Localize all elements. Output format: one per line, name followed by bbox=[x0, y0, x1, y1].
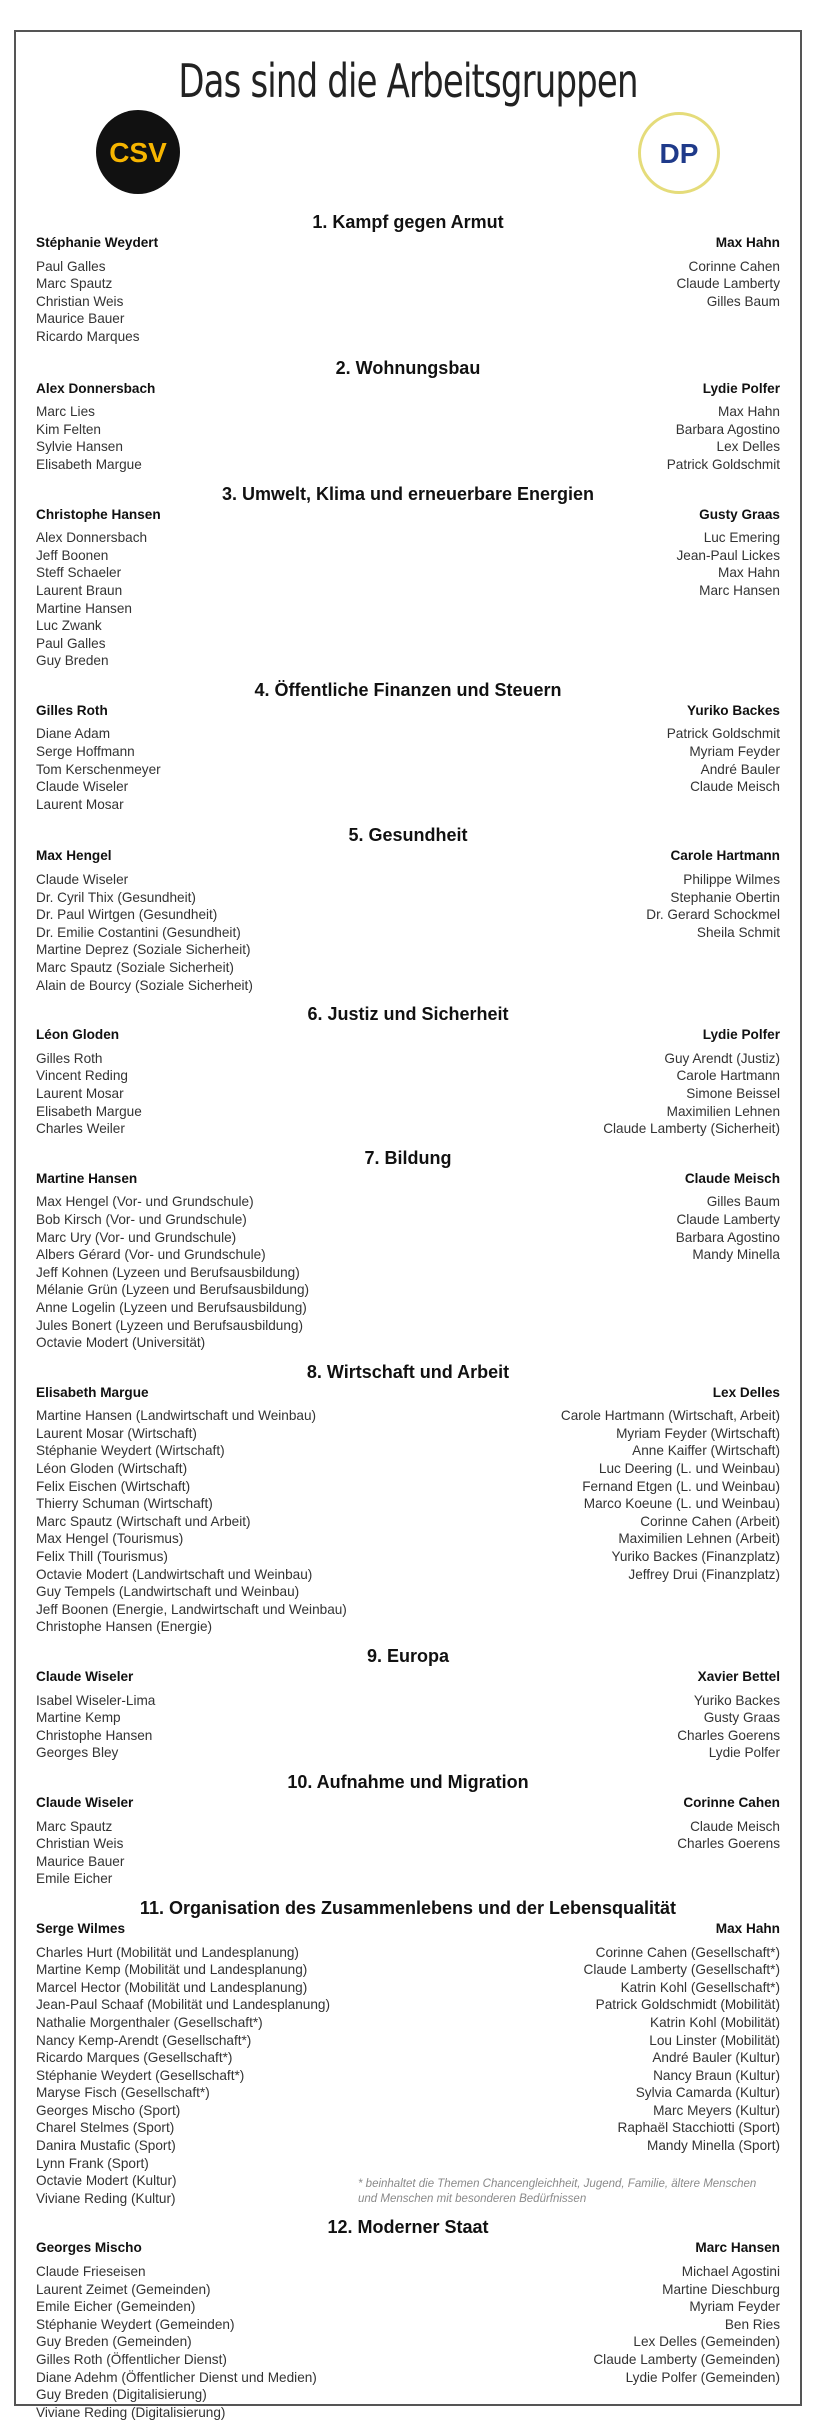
member-name: Sylvia Camarda (Kultur) bbox=[635, 2085, 780, 2101]
member-name: Paul Galles bbox=[36, 635, 106, 651]
member-name: Laurent Mosar (Wirtschaft) bbox=[36, 1425, 197, 1441]
right-group-leader: Gusty Graas bbox=[699, 506, 780, 522]
csv-logo-text: CSV bbox=[109, 137, 167, 168]
member-name: Mélanie Grün (Lyzeen und Berufsausbildung) bbox=[36, 1282, 310, 1298]
right-column bbox=[667, 380, 780, 474]
left-group-leader: Max Hengel bbox=[36, 848, 112, 864]
member-name: Mandy Minella (Sport) bbox=[647, 2138, 780, 2154]
member-name: Léon Gloden (Wirtschaft) bbox=[36, 1461, 188, 1477]
section-4 bbox=[36, 678, 780, 814]
left-column bbox=[36, 1794, 133, 1888]
left-column bbox=[36, 2239, 317, 2421]
section-8 bbox=[36, 1360, 780, 1636]
csv-logo-graphic bbox=[96, 110, 180, 194]
member-name: Martine Deprez (Soziale Sicherheit) bbox=[36, 942, 251, 958]
member-name: Jeff Boonen bbox=[36, 547, 109, 563]
member-name: Myriam Feyder bbox=[689, 744, 780, 760]
right-column bbox=[667, 702, 780, 814]
member-name: Yuriko Backes bbox=[693, 1692, 780, 1708]
section-7 bbox=[36, 1146, 780, 1352]
member-name: Sylvie Hansen bbox=[36, 439, 123, 455]
member-name: Lex Delles (Gemeinden) bbox=[633, 2334, 780, 2350]
dp-logo-text: DP bbox=[659, 138, 699, 169]
member-name: Steff Schaeler bbox=[36, 565, 122, 581]
member-name: Patrick Goldschmit bbox=[666, 726, 780, 742]
right-column bbox=[676, 1170, 780, 1352]
member-name: André Bauler (Kultur) bbox=[652, 2050, 780, 2066]
section-title: 4. Öffentliche Finanzen und Steuern bbox=[254, 679, 562, 700]
right-column bbox=[677, 1794, 780, 1888]
member-name: Simone Beissel bbox=[686, 1085, 780, 1101]
member-name: Gilles Baum bbox=[706, 293, 780, 309]
member-name: Guy Arendt (Justiz) bbox=[664, 1050, 780, 1066]
member-name: Corinne Cahen bbox=[688, 258, 780, 274]
member-name: Danira Mustafic (Sport) bbox=[36, 2138, 176, 2154]
right-column bbox=[603, 1026, 780, 1138]
member-name: Guy Tempels (Landwirtschaft und Weinbau) bbox=[36, 1584, 300, 1600]
right-group-leader: Max Hahn bbox=[715, 235, 780, 250]
member-name: Anne Kaiffer (Wirtschaft) bbox=[632, 1443, 780, 1459]
section-1 bbox=[36, 210, 780, 346]
section-title: 11. Organisation des Zusammenlebens und der Lebensqualität bbox=[139, 1897, 677, 1918]
member-name: Corinne Cahen (Arbeit) bbox=[640, 1513, 780, 1529]
member-name: Patrick Goldschmidt (Mobilität) bbox=[595, 1997, 780, 2013]
member-name: Christophe Hansen bbox=[36, 1727, 153, 1743]
right-column bbox=[584, 1920, 780, 2208]
member-name: Ben Ries bbox=[724, 2316, 780, 2332]
left-group-leader: Claude Wiseler bbox=[36, 1669, 134, 1684]
section-columns bbox=[36, 847, 780, 994]
section-title: 8. Wirtschaft und Arbeit bbox=[306, 1361, 510, 1382]
right-group-leader: Max Hahn bbox=[715, 1920, 780, 1936]
section-6 bbox=[36, 1002, 780, 1138]
member-name: Luc Deering (L. und Weinbau) bbox=[598, 1461, 780, 1477]
member-name: André Bauler bbox=[700, 761, 780, 777]
member-name: Max Hahn bbox=[718, 565, 780, 581]
right-column bbox=[676, 234, 780, 346]
member-name: Carole Hartmann (Wirtschaft, Arbeit) bbox=[560, 1408, 780, 1424]
member-name: Kim Felten bbox=[36, 421, 101, 437]
member-name: Octavie Modert (Universität) bbox=[36, 1335, 206, 1351]
left-column bbox=[36, 380, 155, 474]
member-name: Christian Weis bbox=[36, 1836, 124, 1852]
section-columns bbox=[36, 702, 780, 814]
member-name: Serge Hoffmann bbox=[36, 744, 135, 760]
section-columns bbox=[36, 234, 780, 346]
left-group-leader: Alex Donnersbach bbox=[36, 380, 156, 396]
section-columns bbox=[36, 1170, 780, 1352]
section-12 bbox=[36, 2215, 780, 2421]
member-name: Gusty Graas bbox=[703, 1710, 780, 1726]
left-group-leader: Claude Wiseler bbox=[36, 1794, 134, 1810]
member-name: Luc Emering bbox=[703, 530, 780, 546]
right-column bbox=[646, 847, 780, 994]
member-name: Vincent Reding bbox=[36, 1068, 128, 1084]
member-name: Maximilien Lehnen bbox=[666, 1103, 780, 1119]
right-group-leader: Claude Meisch bbox=[684, 1170, 780, 1186]
right-column bbox=[677, 1668, 780, 1762]
member-name: Christophe Hansen (Energie) bbox=[36, 1619, 213, 1635]
member-name: Dr. Cyril Thix (Gesundheit) bbox=[36, 889, 196, 905]
member-name: Jeff Boonen (Energie, Landwirtschaft und Weinbau) bbox=[36, 1601, 347, 1617]
member-name: Max Hahn bbox=[718, 404, 780, 420]
member-name: Claude Wiseler bbox=[36, 779, 129, 795]
left-group-leader: Serge Wilmes bbox=[36, 1920, 126, 1936]
right-group-leader: Marc Hansen bbox=[695, 2240, 780, 2256]
member-name: Sheila Schmit bbox=[696, 924, 780, 940]
member-name: Lou Linster (Mobilität) bbox=[649, 2032, 780, 2048]
member-name: Ricardo Marques bbox=[36, 328, 140, 344]
member-name: Viviane Reding (Kultur) bbox=[36, 2190, 176, 2206]
section-title: 9. Europa bbox=[366, 1646, 450, 1666]
member-name: Lynn Frank (Sport) bbox=[36, 2155, 149, 2171]
left-column bbox=[36, 1668, 155, 1762]
member-name: Claude Wiseler bbox=[36, 872, 129, 888]
working-groups bbox=[36, 210, 780, 2421]
member-name: Stéphanie Weydert (Gesellschaft*) bbox=[36, 2067, 245, 2083]
member-name: Paul Galles bbox=[36, 258, 106, 274]
member-name: Gilles Roth (Öffentlicher Dienst) bbox=[36, 2352, 227, 2367]
member-name: Stéphanie Weydert (Gemeinden) bbox=[36, 2316, 235, 2332]
member-name: Isabel Wiseler-Lima bbox=[36, 1692, 156, 1708]
right-group-leader: Lydie Polfer bbox=[702, 1027, 780, 1043]
member-name: Elisabeth Margue bbox=[36, 1103, 142, 1119]
member-name: Maryse Fisch (Gesellschaft*) bbox=[36, 2085, 210, 2101]
member-name: Corinne Cahen (Gesellschaft*) bbox=[595, 1944, 780, 1960]
member-name: Anne Logelin (Lyzeen und Berufsausbildung) bbox=[36, 1299, 307, 1315]
member-name: Michael Agostini bbox=[681, 2264, 780, 2280]
member-name: Marc Meyers (Kultur) bbox=[653, 2102, 780, 2118]
dp-logo bbox=[638, 112, 720, 194]
right-column bbox=[593, 2239, 780, 2421]
section-5 bbox=[36, 823, 780, 994]
member-name: Martine Dieschburg bbox=[662, 2281, 780, 2297]
section-columns bbox=[36, 380, 780, 474]
left-column bbox=[36, 234, 158, 346]
member-name: Jeff Kohnen (Lyzeen und Berufsausbildung) bbox=[36, 1264, 300, 1280]
section-columns bbox=[36, 2239, 780, 2421]
member-name: Claude Frieseisen bbox=[36, 2264, 146, 2280]
member-name: Diane Adam bbox=[36, 726, 111, 742]
member-name: Barbara Agostino bbox=[675, 421, 780, 437]
section-title: 5. Gesundheit bbox=[348, 825, 468, 846]
member-name: Guy Breden (Digitalisierung) bbox=[36, 2387, 207, 2403]
member-name: Raphaël Stacchiotti (Sport) bbox=[617, 2120, 780, 2136]
member-name: Philippe Wilmes bbox=[683, 872, 780, 888]
member-name: Octavie Modert (Landwirtschaft und Weinbau) bbox=[36, 1566, 313, 1582]
member-name: Katrin Kohl (Mobilität) bbox=[650, 2014, 780, 2030]
member-name: Marcel Hector (Mobilität und Landesplanung) bbox=[36, 1979, 308, 1995]
member-name: Georges Mischo (Sport) bbox=[36, 2102, 181, 2118]
member-name: Martine Hansen bbox=[36, 600, 132, 616]
member-name: Laurent Zeimet (Gemeinden) bbox=[36, 2281, 211, 2297]
section-title: 3. Umwelt, Klima und erneuerbare Energien bbox=[221, 483, 595, 504]
member-name: Alex Donnersbach bbox=[36, 530, 148, 546]
member-name: Patrick Goldschmit bbox=[666, 456, 780, 472]
member-name: Diane Adehm (Öffentlicher Dienst und Medien) bbox=[36, 2369, 317, 2385]
member-name: Martine Kemp bbox=[36, 1710, 121, 1726]
member-name: Barbara Agostino bbox=[675, 1229, 780, 1245]
member-name: Charles Goerens bbox=[677, 1727, 780, 1743]
left-group-leader: Gilles Roth bbox=[36, 702, 108, 718]
section-columns bbox=[36, 1668, 780, 1762]
csv-logo bbox=[96, 110, 180, 194]
member-name: Marc Spautz bbox=[36, 1818, 113, 1834]
member-name: Thierry Schuman (Wirtschaft) bbox=[36, 1496, 213, 1512]
member-name: Marco Koeune (L. und Weinbau) bbox=[583, 1496, 780, 1512]
member-name: Gilles Roth bbox=[36, 1050, 103, 1066]
member-name: Felix Thill (Tourismus) bbox=[36, 1549, 168, 1565]
member-name: Jeffrey Drui (Finanzplatz) bbox=[628, 1566, 780, 1582]
section-2 bbox=[36, 356, 780, 474]
member-name: Fernand Etgen (L. und Weinbau) bbox=[582, 1478, 780, 1494]
member-name: Dr. Paul Wirtgen (Gesundheit) bbox=[36, 907, 218, 923]
member-name: Nancy Kemp-Arendt (Gesellschaft*) bbox=[36, 2032, 252, 2048]
member-name: Maurice Bauer bbox=[36, 1853, 125, 1869]
section-title: 12. Moderner Staat bbox=[327, 2217, 489, 2238]
member-name: Elisabeth Margue bbox=[36, 456, 142, 472]
member-name: Claude Meisch bbox=[690, 1818, 780, 1834]
left-group-leader: Martine Hansen bbox=[36, 1170, 138, 1186]
member-name: Alain de Bourcy (Soziale Sicherheit) bbox=[36, 977, 253, 993]
member-name: Emile Eicher (Gemeinden) bbox=[36, 2299, 196, 2315]
member-name: Christian Weis bbox=[36, 293, 124, 309]
member-name: Laurent Mosar bbox=[36, 796, 124, 812]
member-name: Charles Weiler bbox=[36, 1121, 125, 1137]
section-title: 6. Justiz und Sicherheit bbox=[307, 1004, 509, 1025]
member-name: Charles Goerens bbox=[677, 1836, 780, 1852]
member-name: Marc Spautz (Wirtschaft und Arbeit) bbox=[36, 1513, 251, 1529]
left-group-leader: Georges Mischo bbox=[36, 2240, 142, 2256]
member-name: Charel Stelmes (Sport) bbox=[36, 2120, 175, 2136]
left-column bbox=[36, 702, 161, 814]
member-name: Ricardo Marques (Gesellschaft*) bbox=[36, 2050, 233, 2066]
member-name: Marc Ury (Vor- und Grundschule) bbox=[36, 1229, 237, 1245]
member-name: Laurent Braun bbox=[36, 582, 123, 598]
footnote: * beinhaltet die Themen Chancengleichheit, Jugend, Familie, ältere Menschen und Menschen mit besonderen Bedürfnissen bbox=[358, 2178, 757, 2206]
member-name: Guy Breden (Gemeinden) bbox=[36, 2334, 192, 2350]
member-name: Marc Spautz (Soziale Sicherheit) bbox=[36, 960, 234, 975]
member-name: Claude Lamberty (Gesellschaft*) bbox=[583, 1962, 780, 1978]
member-name: Maurice Bauer bbox=[36, 311, 125, 327]
left-group-leader: Léon Gloden bbox=[36, 1027, 120, 1043]
member-name: Yuriko Backes (Finanzplatz) bbox=[611, 1549, 780, 1565]
member-name: Octavie Modert (Kultur) bbox=[36, 2173, 177, 2189]
member-name: Gilles Baum bbox=[706, 1194, 780, 1210]
member-name: Luc Zwank bbox=[36, 618, 102, 634]
right-group-leader: Carole Hartmann bbox=[670, 848, 780, 864]
member-name: Lydie Polfer bbox=[708, 1745, 780, 1761]
right-group-leader: Lex Delles bbox=[712, 1384, 780, 1400]
member-name: Laurent Mosar bbox=[36, 1085, 124, 1101]
section-columns bbox=[36, 1026, 780, 1138]
section-title: 2. Wohnungsbau bbox=[335, 357, 481, 378]
member-name: Felix Eischen (Wirtschaft) bbox=[36, 1478, 191, 1494]
section-columns bbox=[36, 1384, 780, 1636]
left-column bbox=[36, 506, 161, 670]
member-name: Martine Kemp (Mobilität und Landesplanung) bbox=[36, 1962, 308, 1978]
member-name: Emile Eicher bbox=[36, 1871, 113, 1887]
member-name: Jean-Paul Lickes bbox=[676, 547, 780, 563]
member-name: Tom Kerschenmeyer bbox=[36, 761, 161, 777]
right-group-leader: Corinne Cahen bbox=[683, 1794, 780, 1810]
left-column bbox=[36, 1920, 330, 2208]
member-name: Charles Hurt (Mobilität und Landesplanung) bbox=[36, 1944, 299, 1960]
right-group-leader: Xavier Bettel bbox=[697, 1669, 780, 1684]
section-9 bbox=[36, 1644, 780, 1762]
article-frame bbox=[14, 30, 802, 2420]
member-name: Max Hengel (Tourismus) bbox=[36, 1531, 184, 1547]
member-name: Maximilien Lehnen (Arbeit) bbox=[618, 1531, 780, 1547]
left-column bbox=[36, 847, 253, 994]
member-name: Claude Lamberty bbox=[676, 276, 780, 292]
member-name: Bob Kirsch (Vor- und Grundschule) bbox=[36, 1211, 247, 1227]
section-11 bbox=[36, 1896, 780, 2208]
member-name: Viviane Reding (Digitalisierung) bbox=[36, 2404, 226, 2420]
member-name: Dr. Emilie Costantini (Gesundheit) bbox=[36, 924, 241, 940]
left-group-leader: Stéphanie Weydert bbox=[36, 235, 159, 250]
member-name: Dr. Gerard Schockmel bbox=[646, 907, 780, 923]
left-column bbox=[36, 1170, 309, 1352]
member-name: Myriam Feyder bbox=[689, 2299, 780, 2315]
dp-logo-graphic bbox=[641, 115, 717, 191]
member-name: Claude Lamberty (Gemeinden) bbox=[593, 2352, 780, 2367]
member-name: Nancy Braun (Kultur) bbox=[653, 2067, 780, 2083]
member-name: Katrin Kohl (Gesellschaft*) bbox=[620, 1979, 780, 1995]
member-name: Guy Breden bbox=[36, 653, 109, 669]
member-name: Stephanie Obertin bbox=[670, 889, 780, 905]
section-columns bbox=[36, 506, 780, 670]
member-name: Max Hengel (Vor- und Grundschule) bbox=[36, 1194, 254, 1210]
member-name: Marc Lies bbox=[36, 404, 95, 420]
member-name: Jules Bonert (Lyzeen und Berufsausbildung) bbox=[36, 1317, 304, 1333]
section-10 bbox=[36, 1770, 780, 1888]
member-name: Jean-Paul Schaaf (Mobilität und Landesplanung) bbox=[36, 1997, 330, 2013]
member-name: Marc Spautz bbox=[36, 276, 113, 292]
member-name: Martine Hansen (Landwirtschaft und Weinbau) bbox=[36, 1408, 317, 1424]
section-title: 7. Bildung bbox=[364, 1147, 452, 1168]
member-name: Carole Hartmann bbox=[676, 1068, 780, 1084]
member-name: Claude Lamberty (Sicherheit) bbox=[603, 1121, 780, 1137]
right-column bbox=[676, 506, 780, 670]
left-column bbox=[36, 1384, 347, 1636]
left-group-leader: Elisabeth Margue bbox=[36, 1384, 149, 1400]
member-name: Georges Bley bbox=[36, 1745, 119, 1761]
right-group-leader: Lydie Polfer bbox=[702, 380, 780, 396]
member-name: Albers Gérard (Vor- und Grundschule) bbox=[36, 1247, 266, 1263]
member-name: Myriam Feyder (Wirtschaft) bbox=[616, 1425, 780, 1441]
section-columns bbox=[36, 1794, 780, 1888]
section-3 bbox=[36, 482, 780, 670]
section-columns bbox=[36, 1920, 780, 2208]
left-column bbox=[36, 1026, 142, 1138]
member-name: Lydie Polfer (Gemeinden) bbox=[625, 2369, 780, 2385]
right-column bbox=[561, 1384, 780, 1636]
member-name: Marc Hansen bbox=[699, 582, 780, 598]
member-name: Claude Lamberty bbox=[676, 1211, 780, 1227]
member-name: Stéphanie Weydert (Wirtschaft) bbox=[36, 1443, 225, 1459]
section-title: 10. Aufnahme und Migration bbox=[287, 1771, 529, 1792]
section-title: 1. Kampf gegen Armut bbox=[312, 212, 504, 232]
right-group-leader: Yuriko Backes bbox=[687, 702, 780, 718]
member-name: Mandy Minella bbox=[692, 1247, 780, 1263]
left-group-leader: Christophe Hansen bbox=[36, 506, 161, 522]
member-name: Lex Delles bbox=[716, 439, 780, 455]
member-name: Nathalie Morgenthaler (Gesellschaft*) bbox=[36, 2014, 263, 2030]
member-name: Claude Meisch bbox=[690, 779, 780, 795]
page-title: Das sind die Arbeitsgruppen bbox=[178, 54, 638, 108]
